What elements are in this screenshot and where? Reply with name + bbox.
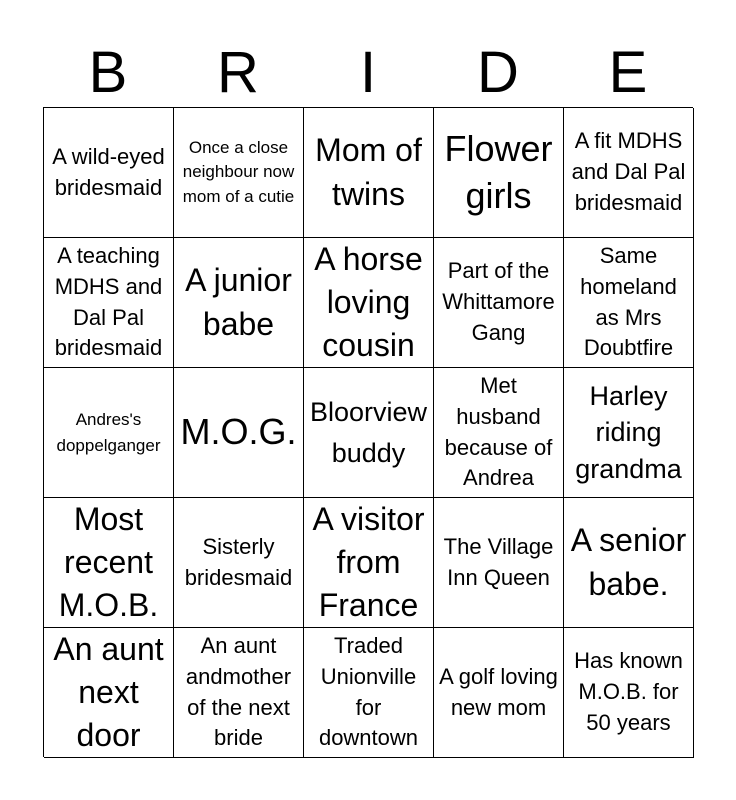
cell-text: Flower girls <box>444 127 553 216</box>
header-letter-d: D <box>477 40 519 105</box>
cell-text: A senior babe. <box>570 522 687 602</box>
bingo-header <box>43 38 693 108</box>
cell-text: A golf loving new mom <box>439 663 558 720</box>
bingo-cell[interactable] <box>434 498 564 628</box>
bingo-cell[interactable] <box>434 108 564 238</box>
cell-text: Mom of twins <box>315 132 422 212</box>
cell-text: Met husband because of Andrea <box>444 372 553 491</box>
cell-text: Part of the Whittamore Gang <box>442 258 555 345</box>
bingo-cell[interactable] <box>564 238 694 368</box>
bingo-cell[interactable] <box>304 628 434 758</box>
cell-text: The Village Inn Queen <box>443 533 554 590</box>
cell-text: A teaching MDHS and Dal Pal bridesmaid <box>54 242 163 361</box>
bingo-cell[interactable] <box>304 238 434 368</box>
cell-text: Most recent M.O.B. <box>58 500 159 624</box>
cell-text: A horse loving cousin <box>314 240 423 364</box>
cell-text: Same homeland as Mrs Doubtfire <box>580 242 677 361</box>
cell-text: Bloorview buddy <box>309 397 428 468</box>
bingo-cell[interactable] <box>434 628 564 758</box>
bingo-cell[interactable] <box>434 368 564 498</box>
bingo-cell[interactable] <box>44 498 174 628</box>
bingo-cell[interactable] <box>174 108 304 238</box>
cell-text: Andres's doppelganger <box>56 410 161 455</box>
cell-text: Harley riding grandma <box>575 380 682 484</box>
header-letter-i: I <box>359 40 377 105</box>
header-letter-e: E <box>608 40 648 105</box>
bingo-cell[interactable] <box>304 368 434 498</box>
bingo-cell[interactable] <box>44 628 174 758</box>
bingo-cell[interactable] <box>174 628 304 758</box>
bingo-grid <box>43 107 693 757</box>
cell-text: A wild-eyed bridesmaid <box>52 143 165 200</box>
cell-text: Once a close neighbour now mom of a cutie <box>182 137 295 206</box>
bingo-cell[interactable] <box>564 498 694 628</box>
bingo-cell[interactable] <box>564 628 694 758</box>
bingo-cell[interactable] <box>44 368 174 498</box>
cell-text: A junior babe <box>185 262 292 342</box>
cell-text: An aunt next door <box>53 630 164 754</box>
bingo-cell[interactable] <box>44 238 174 368</box>
cell-text: A fit MDHS and Dal Pal bridesmaid <box>571 128 686 215</box>
cell-text: M.O.G. <box>180 411 297 453</box>
bingo-cell[interactable] <box>174 498 304 628</box>
header-letter-r: R <box>217 40 259 105</box>
bingo-cell[interactable] <box>44 108 174 238</box>
cell-text: Sisterly bridesmaid <box>184 533 293 590</box>
bingo-cell[interactable] <box>434 238 564 368</box>
bingo-cell[interactable] <box>174 238 304 368</box>
bingo-cell[interactable] <box>564 108 694 238</box>
header-letter-b: B <box>88 40 128 105</box>
bingo-cell[interactable] <box>564 368 694 498</box>
cell-text: Has known M.O.B. for 50 years <box>574 648 683 735</box>
bingo-cell[interactable] <box>304 498 434 628</box>
bingo-cell[interactable] <box>304 108 434 238</box>
cell-text: An aunt andmother of the next bride <box>185 632 292 751</box>
bingo-cell[interactable] <box>174 368 304 498</box>
cell-text: Traded Unionville for downtown <box>318 632 419 751</box>
cell-text: A visitor from France <box>312 500 425 624</box>
